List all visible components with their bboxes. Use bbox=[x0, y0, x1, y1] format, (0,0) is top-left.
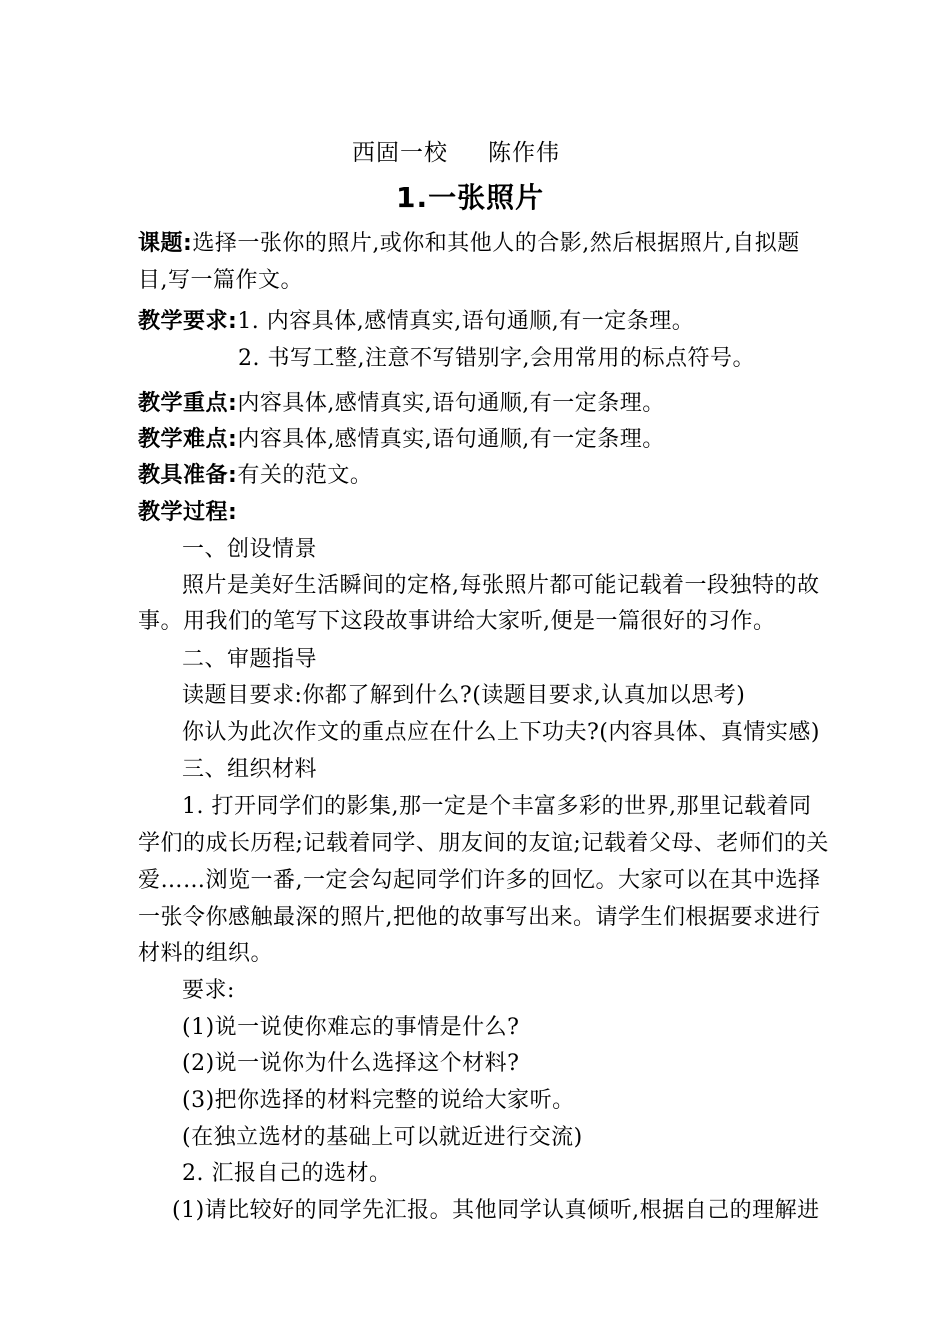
topic-label: 课题: bbox=[138, 231, 193, 256]
requirements-label: 教学要求: bbox=[138, 309, 238, 334]
page-title: 1.一张照片 bbox=[396, 181, 545, 214]
section-3-paragraph-line-2: 学们的成长历程;记载着同学、朋友间的友谊;记载着父母、老师们的关 bbox=[138, 831, 829, 856]
difficulty-label: 教学难点: bbox=[138, 427, 238, 452]
requirement-item-2: 2. 书写工整,注意不写错别字,会用常用的标点符号。 bbox=[238, 346, 755, 371]
requirement-item-1: 1. 内容具体,感情真实,语句通顺,有一定条理。 bbox=[237, 309, 695, 334]
step-2-item-1: (1)请比较好的同学先汇报。其他同学认真倾听,根据自己的理解进 bbox=[172, 1198, 820, 1223]
requirement-label: 要求: bbox=[182, 978, 235, 1003]
materials-line bbox=[138, 461, 372, 491]
section-2-line-2: 你认为此次作文的重点应在什么上下功夫?(内容具体、真情实感) bbox=[182, 720, 820, 745]
key-point-line bbox=[138, 389, 665, 419]
materials-text: 有关的范文。 bbox=[237, 463, 373, 488]
section-1-heading: 一、创设情景 bbox=[182, 537, 318, 562]
difficulty-text: 内容具体,感情真实,语句通顺,有一定条理。 bbox=[237, 427, 665, 452]
author-line bbox=[352, 138, 560, 168]
section-1-paragraph-line-2: 事。用我们的笔写下这段故事讲给大家听,便是一篇很好的习作。 bbox=[138, 609, 776, 634]
step-2-heading: 2. 汇报自己的选材。 bbox=[182, 1161, 392, 1186]
section-3-heading: 三、组织材料 bbox=[182, 757, 318, 782]
topic-text: 选择一张你的照片,或你和其他人的合影,然后根据照片,自拟题 bbox=[192, 231, 800, 256]
section-3-paragraph-line-3: 爱……浏览一番,一定会勾起同学们许多的回忆。大家可以在其中选择 bbox=[138, 868, 821, 893]
section-2-line-1: 读题目要求:你都了解到什么?(读题目要求,认真加以思考) bbox=[182, 683, 746, 708]
topic-line-1 bbox=[138, 229, 800, 259]
key-point-label: 教学重点: bbox=[138, 391, 238, 416]
requirements-line-1 bbox=[138, 307, 694, 337]
requirement-3: (3)把你选择的材料完整的说给大家听。 bbox=[182, 1088, 575, 1113]
exchange-note: (在独立选材的基础上可以就近进行交流) bbox=[182, 1125, 583, 1150]
key-point-text: 内容具体,感情真实,语句通顺,有一定条理。 bbox=[237, 391, 665, 416]
section-3-paragraph-line-1: 1. 打开同学们的影集,那一定是个丰富多彩的世界,那里记载着同 bbox=[182, 794, 812, 819]
difficulty-line bbox=[138, 425, 665, 455]
section-2-heading: 二、审题指导 bbox=[182, 647, 318, 672]
section-1-paragraph-line-1: 照片是美好生活瞬间的定格,每张照片都可能记载着一段独特的故 bbox=[182, 573, 820, 598]
materials-label: 教具准备: bbox=[138, 463, 238, 488]
section-3-paragraph-line-5: 材料的组织。 bbox=[138, 941, 274, 966]
requirement-1: (1)说一说使你难忘的事情是什么? bbox=[182, 1015, 520, 1040]
requirement-2: (2)说一说你为什么选择这个材料? bbox=[182, 1051, 520, 1076]
school-name: 西固一校 bbox=[352, 140, 448, 166]
process-label: 教学过程: bbox=[138, 500, 238, 525]
topic-line-2: 目,写一篇作文。 bbox=[138, 268, 303, 293]
author-name: 陈作伟 bbox=[488, 140, 560, 166]
section-3-paragraph-line-4: 一张令你感触最深的照片,把他的故事写出来。请学生们根据要求进行 bbox=[138, 905, 821, 930]
